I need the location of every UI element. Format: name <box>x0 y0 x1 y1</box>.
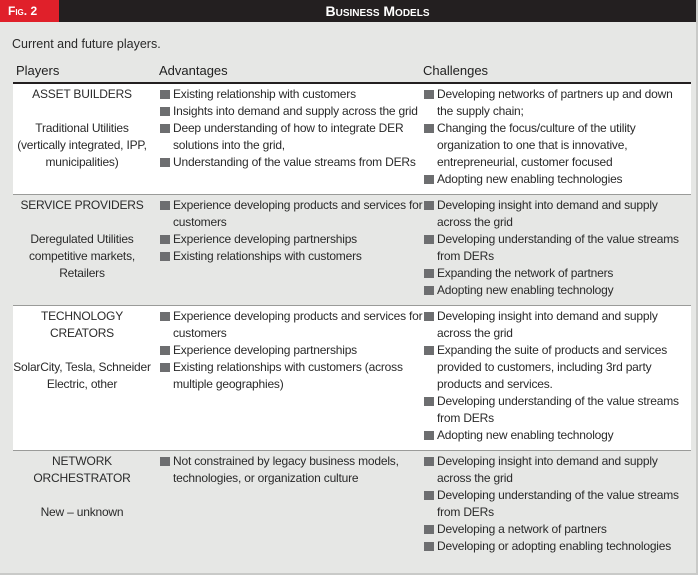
square-bullet-icon <box>424 431 434 440</box>
square-bullet-icon <box>424 90 434 99</box>
challenge-item <box>423 265 691 282</box>
figure-title: Business Models <box>325 3 430 19</box>
figure-titlebar <box>0 0 696 22</box>
player-name: SERVICE PROVIDERS <box>20 198 144 212</box>
advantage-item-text: Existing relationships with customers <box>173 249 362 263</box>
advantage-item-text: Not constrained by legacy business models, technologies, or organization culture <box>173 454 399 485</box>
square-bullet-icon <box>160 457 170 466</box>
square-bullet-icon <box>424 542 434 551</box>
challenge-item-text: Expanding the network of partners <box>437 266 614 280</box>
advantage-item-text: Existing relationship with customers <box>173 87 356 101</box>
header-advantages: Advantages <box>159 63 228 78</box>
square-bullet-icon <box>160 252 170 261</box>
advantage-item <box>159 86 423 103</box>
table-header <box>13 60 691 84</box>
square-bullet-icon <box>424 124 434 133</box>
challenge-item <box>423 453 691 487</box>
header-challenges: Challenges <box>423 63 489 78</box>
challenges-cell <box>423 453 691 563</box>
advantage-item-text: Experience developing products and services for customers <box>173 309 423 340</box>
challenge-item <box>423 521 691 538</box>
square-bullet-icon <box>160 90 170 99</box>
square-bullet-icon <box>424 312 434 321</box>
challenge-item <box>423 120 691 171</box>
advantages-list <box>159 308 423 393</box>
advantages-cell <box>155 453 423 563</box>
player-cell <box>13 453 155 563</box>
advantage-item <box>159 248 423 265</box>
challenge-item-text: Developing a network of partners <box>437 522 607 536</box>
advantage-item <box>159 120 423 154</box>
advantage-item-text: Experience developing partnerships <box>173 232 357 246</box>
table-row <box>13 195 691 306</box>
square-bullet-icon <box>424 525 434 534</box>
advantage-item <box>159 103 423 120</box>
challenge-item-text: Developing networks of partners up and down the supply chain; <box>437 87 673 118</box>
advantage-item <box>159 308 423 342</box>
advantage-item <box>159 359 423 393</box>
challenge-item-text: Developing understanding of the value streams from DERs <box>437 394 679 425</box>
advantage-item <box>159 197 423 231</box>
square-bullet-icon <box>424 397 434 406</box>
square-bullet-icon <box>424 491 434 500</box>
challenge-item <box>423 231 691 265</box>
challenges-list <box>423 86 691 188</box>
challenges-cell <box>423 86 691 188</box>
advantage-item <box>159 154 423 171</box>
square-bullet-icon <box>160 346 170 355</box>
challenge-item <box>423 342 691 393</box>
square-bullet-icon <box>424 346 434 355</box>
square-bullet-icon <box>160 235 170 244</box>
challenges-list <box>423 308 691 444</box>
player-cell <box>13 308 155 444</box>
player-cell <box>13 86 155 188</box>
challenges-cell <box>423 308 691 444</box>
figure-label: Fig. 2 <box>0 0 59 22</box>
business-models-table <box>13 60 691 569</box>
square-bullet-icon <box>160 107 170 116</box>
figure-subtitle: Current and future players. <box>12 37 161 51</box>
square-bullet-icon <box>160 158 170 167</box>
advantages-list <box>159 453 423 487</box>
challenges-list <box>423 453 691 555</box>
advantages-cell <box>155 308 423 444</box>
square-bullet-icon <box>424 286 434 295</box>
square-bullet-icon <box>424 457 434 466</box>
challenge-item-text: Developing insight into demand and supply across the grid <box>437 454 658 485</box>
advantage-item-text: Insights into demand and supply across the grid <box>173 104 418 118</box>
challenge-item <box>423 308 691 342</box>
square-bullet-icon <box>424 235 434 244</box>
player-description: New – unknown <box>40 505 124 519</box>
square-bullet-icon <box>424 175 434 184</box>
challenge-item <box>423 86 691 120</box>
challenge-item-text: Expanding the suite of products and services provided to customers, including 3rd party products and services. <box>437 343 668 391</box>
table-row <box>13 84 691 195</box>
advantage-item-text: Existing relationships with customers (across multiple geographies) <box>173 360 403 391</box>
square-bullet-icon <box>424 201 434 210</box>
table-body <box>13 84 691 569</box>
advantages-cell <box>155 86 423 188</box>
advantage-item-text: Experience developing products and services for customers <box>173 198 423 229</box>
challenges-cell <box>423 197 691 299</box>
challenge-item <box>423 282 691 299</box>
player-name: NETWORK ORCHESTRATOR <box>33 454 131 485</box>
challenge-item-text: Adopting new enabling technology <box>437 283 614 297</box>
challenge-item <box>423 538 691 555</box>
header-players: Players <box>16 63 60 78</box>
challenge-item-text: Adopting new enabling technologies <box>437 172 623 186</box>
advantage-item <box>159 453 423 487</box>
advantage-item-text: Experience developing partnerships <box>173 343 357 357</box>
advantages-list <box>159 86 423 171</box>
player-cell <box>13 197 155 299</box>
advantages-list <box>159 197 423 265</box>
challenge-item-text: Developing insight into demand and supply across the grid <box>437 198 658 229</box>
advantage-item-text: Deep understanding of how to integrate DER solutions into the grid, <box>173 121 404 152</box>
square-bullet-icon <box>424 269 434 278</box>
challenge-item-text: Adopting new enabling technology <box>437 428 614 442</box>
challenge-item <box>423 393 691 427</box>
advantage-item-text: Understanding of the value streams from DERs <box>173 155 416 169</box>
player-description: Deregulated Utilities competitive markets, Retailers <box>28 232 136 280</box>
square-bullet-icon <box>160 312 170 321</box>
challenge-item-text: Developing understanding of the value streams from DERs <box>437 232 679 263</box>
advantage-item <box>159 231 423 248</box>
square-bullet-icon <box>160 363 170 372</box>
advantage-item <box>159 342 423 359</box>
table-row <box>13 451 691 569</box>
challenge-item-text: Changing the focus/culture of the utility organization to one that is innovative, entrepreneurial, customer focused <box>437 121 636 169</box>
challenge-item <box>423 487 691 521</box>
challenge-item <box>423 197 691 231</box>
challenge-item-text: Developing understanding of the value streams from DERs <box>437 488 679 519</box>
square-bullet-icon <box>160 124 170 133</box>
table-row <box>13 306 691 451</box>
advantages-cell <box>155 197 423 299</box>
challenge-item-text: Developing insight into demand and supply across the grid <box>437 309 658 340</box>
player-description: SolarCity, Tesla, Schneider Electric, other <box>13 360 151 391</box>
player-name: TECHNOLOGY CREATORS <box>40 309 123 340</box>
challenge-item-text: Developing or adopting enabling technologies <box>437 539 672 553</box>
challenges-list <box>423 197 691 299</box>
player-name: ASSET BUILDERS <box>32 87 132 101</box>
challenge-item <box>423 427 691 444</box>
challenge-item <box>423 171 691 188</box>
player-description: Traditional Utilities (vertically integrated, IPP, municipalities) <box>17 121 147 169</box>
square-bullet-icon <box>160 201 170 210</box>
